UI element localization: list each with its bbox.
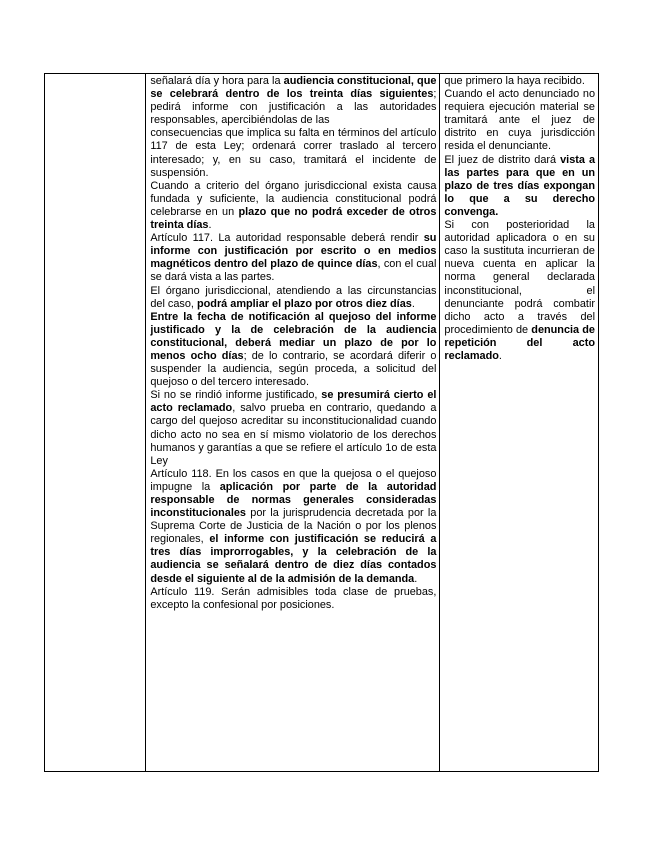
middle-text-cell bbox=[146, 74, 440, 772]
paragraph bbox=[150, 311, 436, 390]
paragraph bbox=[150, 468, 436, 586]
bold-run: el informe con justificación se reducirá a tres días improrrogables, y la celebración de la audiencia se señalará dentro de diez días contados desde el siguiente al de la admisión de la demanda bbox=[150, 533, 437, 585]
paragraph bbox=[150, 180, 436, 232]
text-run: . bbox=[414, 572, 418, 585]
text-run: Si con posterioridad la autoridad aplicadora o en su caso la sustituta incurrieran de nueva cuenta en aplicar la norma general declarada inconstitucional, el denunciante podrá combatir dicho acto a través del procedimiento de bbox=[444, 219, 595, 336]
paragraph bbox=[444, 154, 595, 219]
paragraph bbox=[150, 586, 436, 612]
document-table bbox=[44, 73, 599, 772]
text-run: . bbox=[498, 349, 502, 362]
text-run: Si no se rindió informe justificado, bbox=[150, 389, 322, 402]
text-run: El juez de distrito dará bbox=[444, 153, 561, 166]
bold-run: vista a las partes para que en un plazo de tres días expongan lo que a su derecho convenga. bbox=[444, 153, 595, 218]
paragraph bbox=[150, 389, 436, 468]
text-run: ; de lo contrario, se acordará diferir o suspender la audiencia, según proceda, a solicitud del quejoso o del tercero interesado. bbox=[150, 349, 437, 389]
paragraph bbox=[444, 219, 595, 363]
bold-run: podrá ampliar el plazo por otros diez días bbox=[196, 297, 412, 310]
text-run: Artículo 118. En los casos en que la quejosa o el quejoso impugne la bbox=[150, 467, 437, 493]
bold-run: se presumirá cierto el acto reclamado bbox=[150, 389, 437, 415]
text-run: Artículo 119. Serán admisibles toda clase de pruebas, excepto la confesional por posiciones. bbox=[150, 585, 437, 611]
text-run: El órgano jurisdiccional, atendiendo a las circunstancias del caso, bbox=[150, 284, 437, 310]
paragraph bbox=[150, 75, 436, 127]
text-run: . bbox=[208, 219, 212, 232]
paragraph bbox=[150, 285, 436, 311]
text-run: . bbox=[411, 297, 415, 310]
bold-run: Entre la fecha de notificación al quejoso del informe justificado y la de celebración de la audiencia constitucional, deberá mediar un plazo de por lo menos ocho días bbox=[150, 310, 437, 362]
text-run: Artículo 117. La autoridad responsable deberá rendir bbox=[150, 232, 424, 245]
paragraph bbox=[150, 127, 436, 179]
text-run: ; pedirá informe con justificación a las autoridades responsables, apercibiéndolas de las bbox=[150, 88, 437, 127]
text-run: , con el cual se dará vista a las partes. bbox=[150, 258, 437, 284]
text-run: consecuencias que implica su falta en términos del artículo 117 de esta Ley; ordenará correr traslado al tercero interesado; y, en su caso, tramitará el incidente de suspensión. bbox=[150, 127, 437, 179]
paragraph bbox=[444, 88, 595, 153]
right-text-cell bbox=[440, 74, 599, 772]
bold-run: aplicación por parte de la autoridad responsable de normas generales consideradas inconstitucionales bbox=[150, 480, 437, 520]
text-run: que primero la haya recibido. bbox=[444, 75, 585, 87]
bold-run: denuncia de repetición del acto reclamado bbox=[444, 323, 595, 362]
text-run: , salvo prueba en contrario, quedando a cargo del quejoso acreditar su inconstitucionalidad cuando dicho acto no sea en sí mismo violatorio de los derechos humanos y garantías a que se refiere el artículo 1o de esta Ley bbox=[150, 402, 437, 467]
empty-left-cell bbox=[45, 74, 146, 772]
text-run: Cuando a criterio del órgano jurisdiccional exista causa fundada y suficiente, la audiencia constitucional podrá celebrarse en un bbox=[150, 179, 437, 218]
bold-run: su informe con justificación por escrito o en medios magnéticos dentro del plazo de quince días bbox=[150, 232, 437, 271]
bold-run: audiencia constitucional, que se celebrará dentro de los treinta días siguientes bbox=[150, 75, 437, 101]
text-run: señalará día y hora para la bbox=[150, 75, 284, 87]
text-run: por la jurisprudencia decretada por la Suprema Corte de Justicia de la Nación o por los plenos regionales, bbox=[150, 507, 437, 546]
paragraph bbox=[444, 75, 595, 88]
table-row bbox=[45, 74, 599, 772]
bold-run: plazo que no podrá exceder de otros treinta días bbox=[150, 205, 437, 232]
paragraph bbox=[150, 232, 436, 284]
text-run: Cuando el acto denunciado no requiera ejecución material se tramitará ante el juez de distrito en cuya jurisdicción resida el denunciante. bbox=[444, 88, 595, 153]
